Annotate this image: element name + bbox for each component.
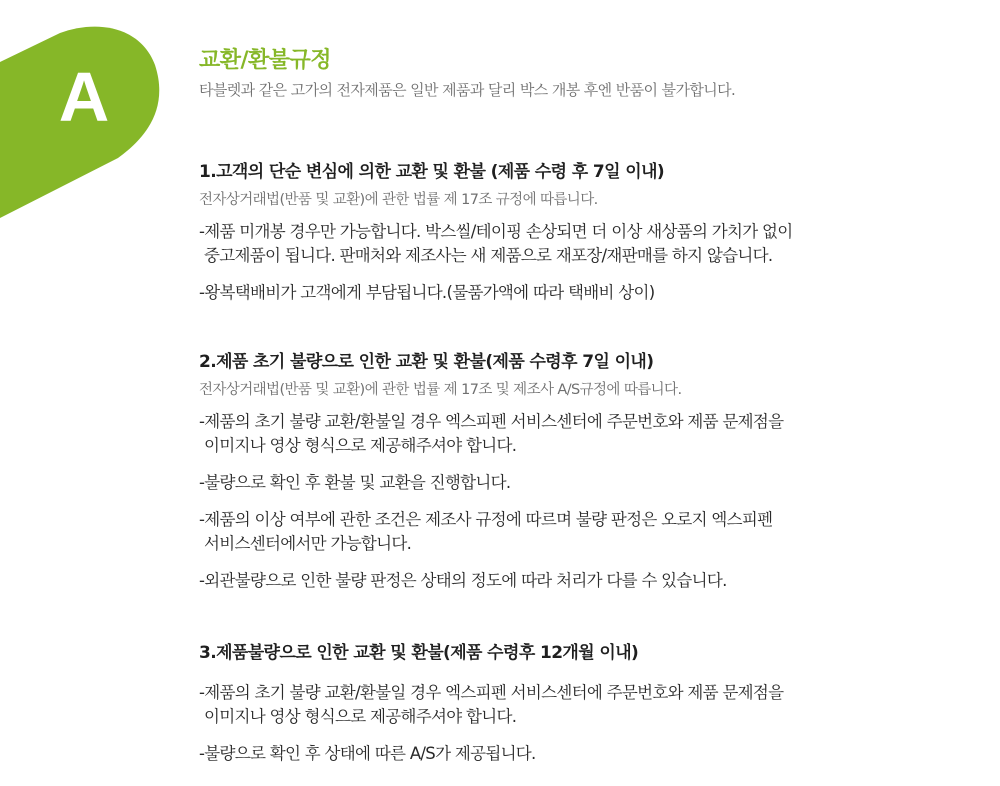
policy-item-line: -제품의 초기 불량 교환/환불일 경우 엑스피펜 서비스센터에 주문번호와 제품 문제점을 [199,412,784,431]
section-simple-change [199,160,959,305]
policy-item-line: 이미지나 영상 형식으로 제공해주셔야 합니다. [204,707,517,726]
badge-letter: A [58,58,110,136]
policy-item-line: -왕복택배비가 고객에게 부담됩니다.(물품가액에 따라 택배비 상이) [199,283,655,302]
section-initial-defect [199,350,959,593]
section-law-note: 전자상거래법(반품 및 교환)에 관한 법률 제 17조 규정에 따릅니다. [199,192,598,208]
section-defect-12-months [199,641,959,766]
policy-item [199,220,959,268]
policy-item [199,569,959,593]
page-title: 교환/환불규정 [199,48,332,73]
section-badge [0,0,170,230]
policy-item [199,410,959,458]
policy-item-line: -불량으로 확인 후 환불 및 교환을 진행합니다. [199,473,511,492]
policy-item-line: 이미지나 영상 형식으로 제공해주셔야 합니다. [204,436,517,455]
policy-item-line: -외관불량으로 인한 불량 판정은 상태의 정도에 따라 처리가 다를 수 있습니다. [199,571,727,590]
policy-item-line: -제품의 이상 여부에 관한 조건은 제조사 규정에 따르며 불량 판정은 오로지 엑스피펜 [199,510,773,529]
policy-item [199,471,959,495]
section-law-note: 전자상거래법(반품 및 교환)에 관한 법률 제 17조 및 제조사 A/S규정에 따릅니다. [199,382,682,398]
policy-item-line: -불량으로 확인 후 상태에 따른 A/S가 제공됩니다. [199,744,536,763]
section-title: 2.제품 초기 불량으로 인한 교환 및 환불(제품 수령후 7일 이내) [199,352,654,372]
policy-item [199,681,959,729]
section-title: 1.고객의 단순 변심에 의한 교환 및 환불 (제품 수령 후 7일 이내) [199,162,665,182]
policy-item-line: 중고제품이 됩니다. 판매처와 제조사는 새 제품으로 재포장/재판매를 하지 않습니다. [204,246,773,265]
policy-item-line: 서비스센터에서만 가능합니다. [204,534,412,553]
policy-item-line: -제품 미개봉 경우만 가능합니다. 박스씰/테이핑 손상되면 더 이상 새상품의 가치가 없이 [199,222,793,241]
policy-item [199,281,959,305]
badge-shape [0,0,170,230]
policy-item-line: -제품의 초기 불량 교환/환불일 경우 엑스피펜 서비스센터에 주문번호와 제품 문제점을 [199,683,784,702]
section-title: 3.제품불량으로 인한 교환 및 환불(제품 수령후 12개월 이내) [199,643,639,663]
policy-item [199,742,959,766]
page-header [199,46,735,100]
page-subtitle: 타블렛과 같은 고가의 전자제품은 일반 제품과 달리 박스 개봉 후엔 반품이 불가합니다. [199,81,736,99]
policy-item [199,508,959,556]
